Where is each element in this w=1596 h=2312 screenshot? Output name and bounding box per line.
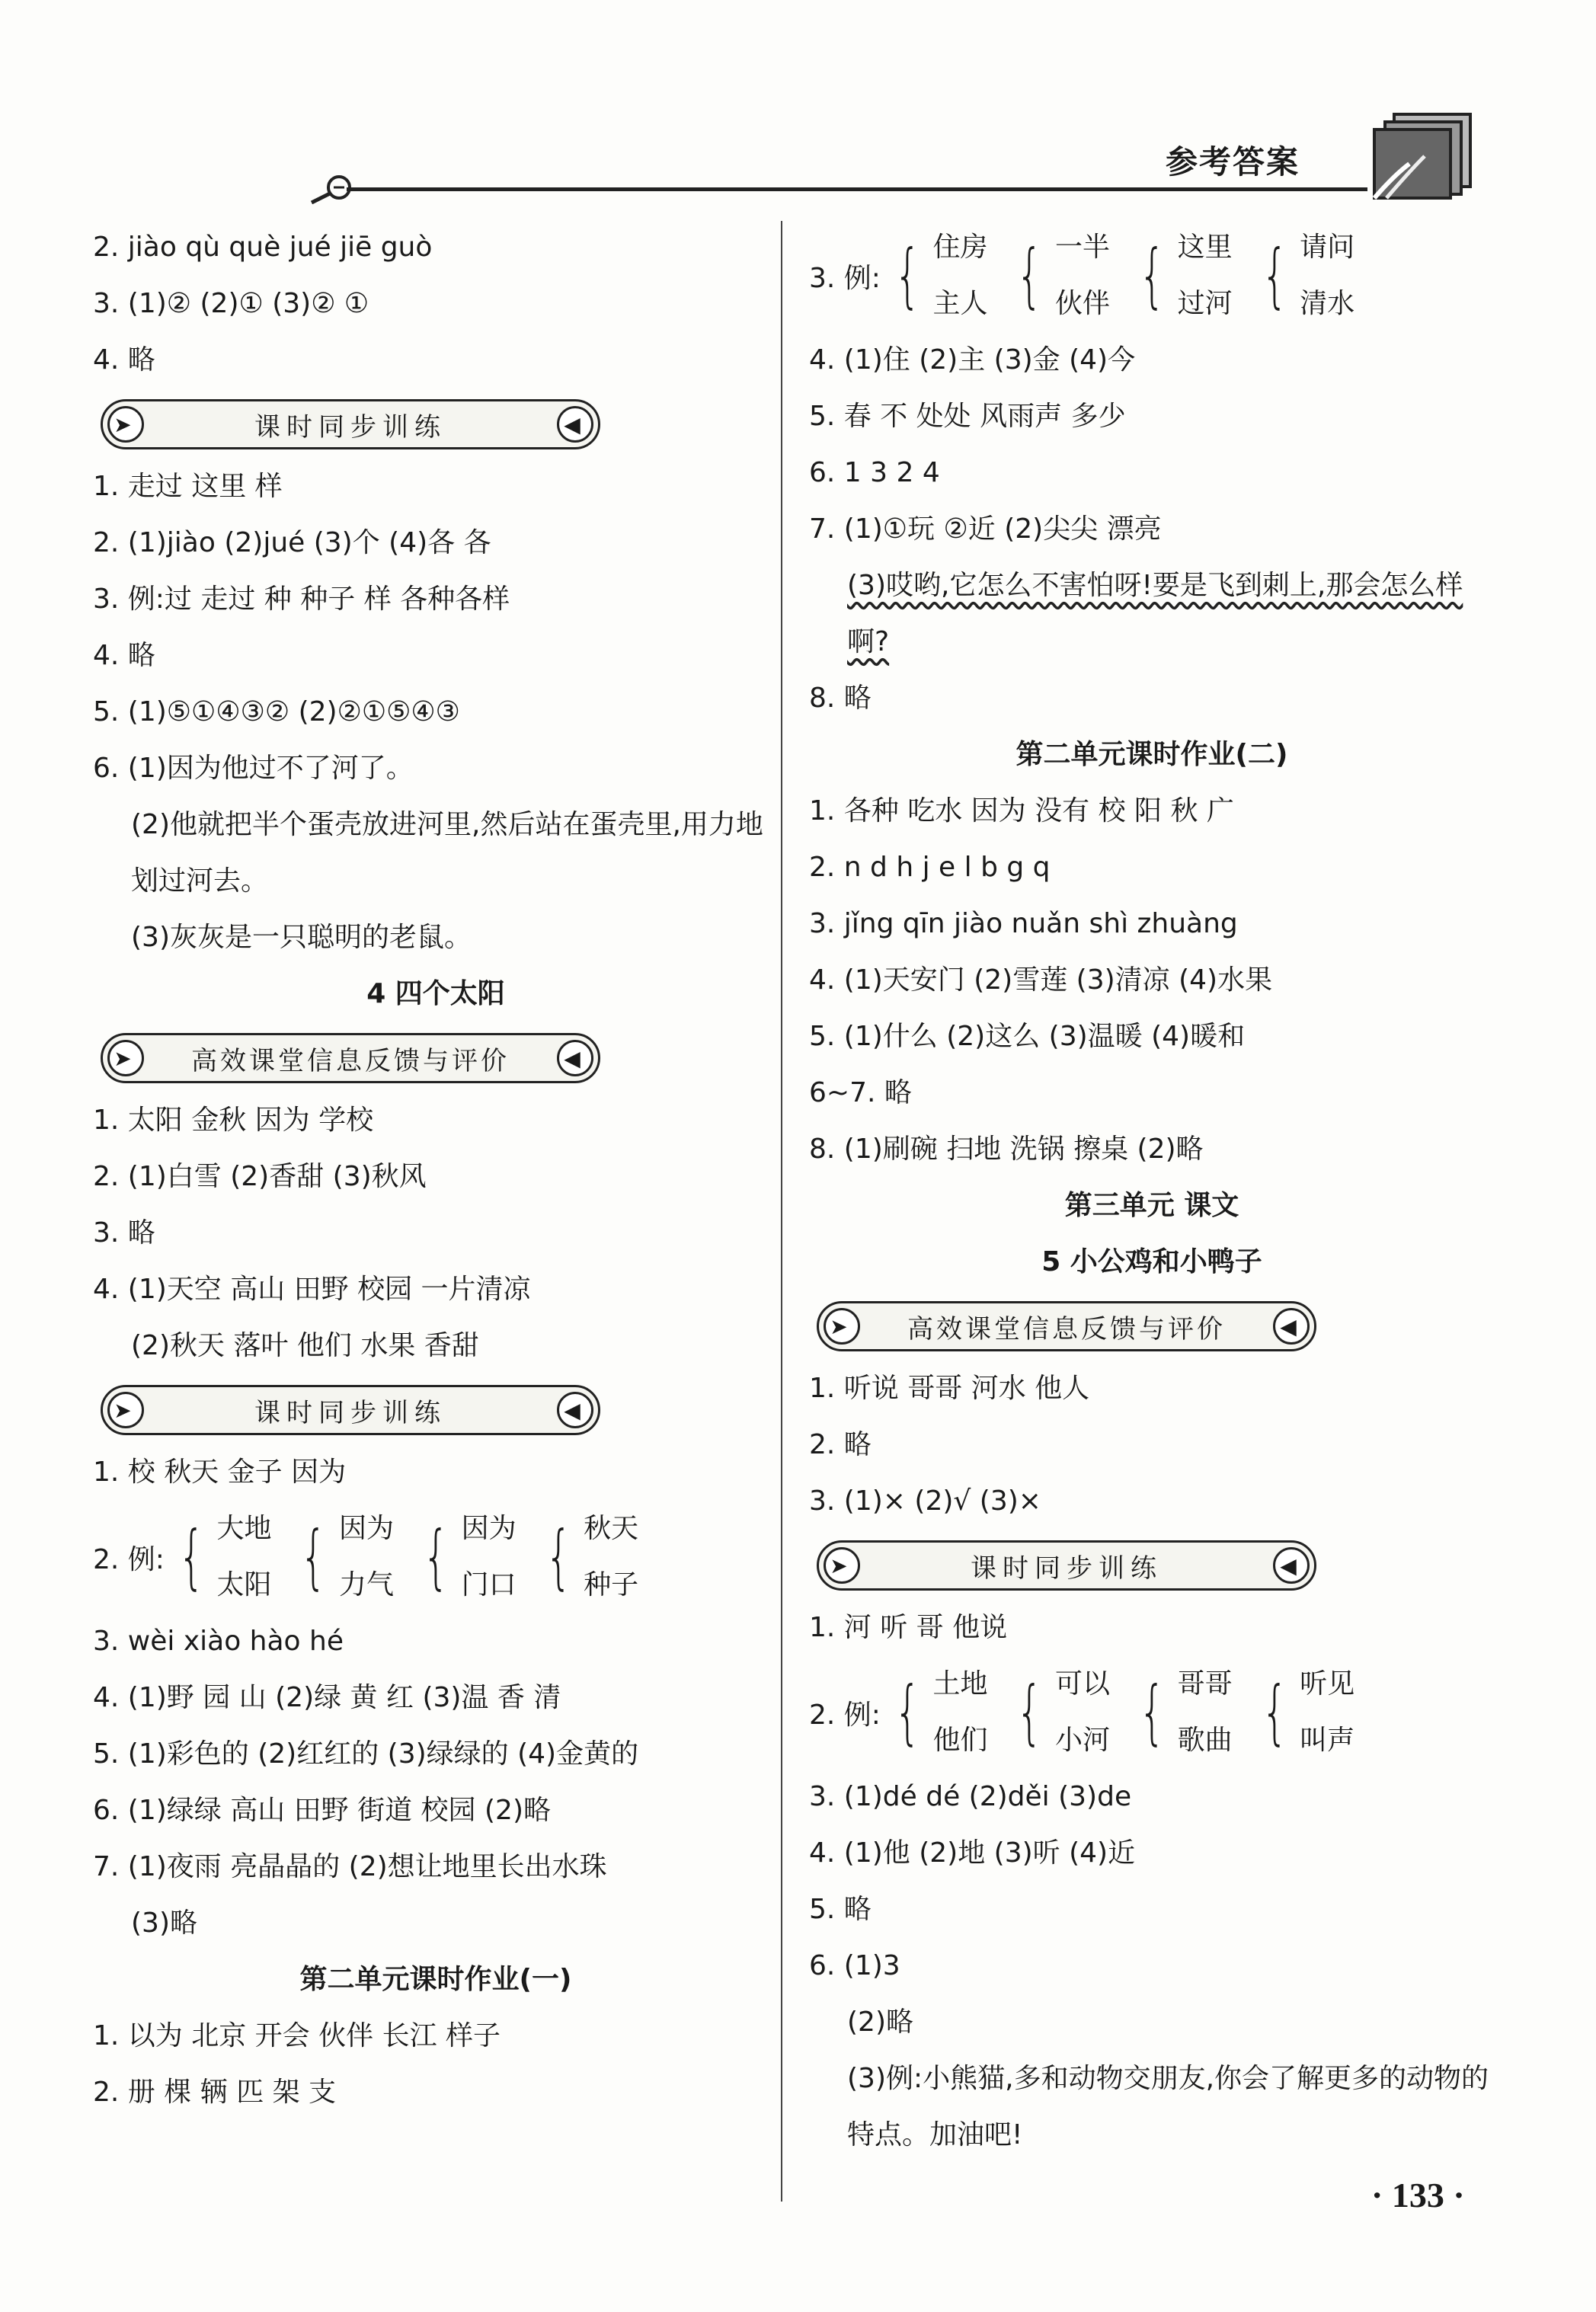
answer-label: 2. 例: bbox=[809, 1699, 881, 1731]
column-divider bbox=[781, 221, 782, 2202]
answer-line: 7. (1)①玩 ②近 (2)尖尖 漂亮 bbox=[809, 513, 1162, 545]
answer-line: 4. 略 bbox=[93, 640, 155, 671]
wavy-underlined-text: (3)哎哟,它怎么不害怕呀!要是飞到刺上,那会怎么样啊? bbox=[847, 570, 1463, 657]
pair-bottom: 小河 bbox=[1055, 1725, 1111, 1756]
answer-line: 6. (1)3 bbox=[809, 1950, 900, 1981]
answer-line: 4. (1)天安门 (2)雪莲 (3)清凉 (4)水果 bbox=[809, 964, 1273, 996]
answer-line: 3. (1)② (2)① (3)② ① bbox=[93, 288, 369, 319]
word-pair: { 可以 小河 bbox=[1007, 1656, 1110, 1769]
answer-line: 4. (1)天空 高山 田野 校园 一片清凉 bbox=[93, 1274, 531, 1305]
answer-line: 7. (1)夜雨 亮晶晶的 (2)想让地里长出水珠 bbox=[93, 1851, 607, 1882]
answer-line: (2)他就把半个蛋壳放进河里,然后站在蛋壳里,用力地划过河去。 bbox=[131, 809, 763, 897]
word-pair: { 因为 门口 bbox=[414, 1501, 517, 1613]
word-pair: { 大地 太阳 bbox=[169, 1501, 272, 1613]
answer-line: 2. jiào qù què jué jiē guò bbox=[93, 232, 433, 263]
left-arrow-icon: ◀ bbox=[557, 1392, 593, 1428]
pair-bottom: 他们 bbox=[932, 1725, 988, 1756]
section-banner bbox=[101, 1385, 600, 1435]
word-pair: { 秋天 种子 bbox=[536, 1501, 639, 1613]
answer-line: (3)例:小熊猫,多和动物交朋友,你会了解更多的动物的特点。加油吧! bbox=[847, 2063, 1489, 2151]
answer-line: 2. (1)白雪 (2)香甜 (3)秋风 bbox=[93, 1161, 427, 1192]
pair-bottom: 太阳 bbox=[216, 1569, 272, 1600]
pair-top: 土地 bbox=[932, 1668, 988, 1700]
answer-line: 3. wèi xiào hào hé bbox=[93, 1626, 344, 1657]
section-banner bbox=[817, 1301, 1316, 1351]
answer-line: 4. (1)野 园 山 (2)绿 黄 红 (3)温 香 清 bbox=[93, 1682, 561, 1713]
word-pair: { 住房 主人 bbox=[885, 219, 988, 332]
pair-top: 这里 bbox=[1177, 232, 1233, 263]
right-arrow-icon: ➤ bbox=[824, 1308, 860, 1345]
answer-line: 1. 走过 这里 样 bbox=[93, 471, 283, 502]
pair-bottom: 叫声 bbox=[1300, 1725, 1355, 1756]
pair-bottom: 力气 bbox=[339, 1569, 395, 1600]
section-banner bbox=[101, 1033, 600, 1083]
word-pair: { 这里 过河 bbox=[1130, 219, 1233, 332]
answer-line: 2. 略 bbox=[809, 1429, 872, 1460]
answer-line: 5. (1)什么 (2)这么 (3)温暖 (4)暖和 bbox=[809, 1021, 1246, 1052]
answer-line-wavy bbox=[809, 558, 1495, 670]
banner-label: 课时同步训练 bbox=[254, 1397, 446, 1428]
answer-line: 2. n d h j e l b g q bbox=[809, 852, 1051, 883]
word-pair: { 因为 力气 bbox=[291, 1501, 394, 1613]
answer-line: 1. 河 听 哥 他说 bbox=[809, 1612, 1008, 1643]
answer-line: 4. 略 bbox=[93, 344, 155, 376]
unit-title: 第二单元课时作业(一) bbox=[299, 1964, 572, 1995]
answer-line: 5. 春 不 处处 风雨声 多少 bbox=[809, 401, 1126, 432]
pair-top: 请问 bbox=[1300, 232, 1355, 263]
pair-top: 住房 bbox=[932, 232, 988, 263]
lesson-title: 4 四个太阳 bbox=[366, 978, 505, 1009]
word-pair: { 哥哥 歌曲 bbox=[1130, 1656, 1233, 1769]
banner-label: 高效课堂信息反馈与评价 bbox=[907, 1313, 1226, 1345]
answer-line: 3. 略 bbox=[93, 1217, 155, 1249]
banner-label: 课时同步训练 bbox=[971, 1553, 1163, 1584]
books-icon bbox=[1364, 103, 1478, 202]
pair-bottom: 清水 bbox=[1300, 288, 1355, 319]
answer-line: 1. 校 秋天 金子 因为 bbox=[93, 1457, 347, 1488]
answer-line: 5. 略 bbox=[809, 1894, 872, 1925]
word-pair: { 一半 伙伴 bbox=[1007, 219, 1110, 332]
answer-line: (3)略 bbox=[131, 1907, 197, 1939]
pair-top: 因为 bbox=[339, 1513, 395, 1544]
right-arrow-icon: ➤ bbox=[107, 1040, 144, 1076]
answer-line: 8. 略 bbox=[809, 683, 872, 714]
left-arrow-icon: ◀ bbox=[1273, 1308, 1310, 1345]
answer-line: 2. (1)jiào (2)jué (3)个 (4)各 各 bbox=[93, 527, 491, 558]
left-arrow-icon: ◀ bbox=[557, 406, 593, 443]
answer-line: (2)秋天 落叶 他们 水果 香甜 bbox=[131, 1330, 479, 1361]
answer-line: 4. (1)住 (2)主 (3)金 (4)今 bbox=[809, 344, 1136, 376]
left-arrow-icon: ◀ bbox=[557, 1040, 593, 1076]
answer-line: 4. (1)他 (2)地 (3)听 (4)近 bbox=[809, 1837, 1136, 1869]
answer-line: 8. (1)刷碗 扫地 洗锅 擦桌 (2)略 bbox=[809, 1134, 1204, 1165]
right-column bbox=[809, 219, 1495, 2163]
right-arrow-icon: ➤ bbox=[107, 1392, 144, 1428]
answer-label: 2. 例: bbox=[93, 1543, 165, 1575]
lesson-title: 5 小公鸡和小鸭子 bbox=[1041, 1246, 1262, 1278]
pair-top: 大地 bbox=[216, 1513, 272, 1544]
pair-top: 秋天 bbox=[584, 1513, 639, 1544]
pair-bottom: 过河 bbox=[1177, 288, 1233, 319]
answer-line: 6. (1)因为他过不了河了。 bbox=[93, 753, 414, 784]
answer-line: 3. 例:过 走过 种 种子 样 各种各样 bbox=[93, 584, 510, 615]
pair-bottom: 歌曲 bbox=[1177, 1725, 1233, 1756]
pair-bottom: 种子 bbox=[584, 1569, 639, 1600]
answer-line: 1. 各种 吃水 因为 没有 校 阳 秋 广 bbox=[809, 795, 1234, 827]
answer-line: 6. 1 3 2 4 bbox=[809, 457, 940, 488]
left-arrow-icon: ◀ bbox=[1273, 1547, 1310, 1584]
answer-line: 1. 太阳 金秋 因为 学校 bbox=[93, 1105, 374, 1136]
brace-answer bbox=[809, 219, 1495, 332]
answer-line: 1. 听说 哥哥 河水 他人 bbox=[809, 1373, 1090, 1404]
section-banner bbox=[817, 1540, 1316, 1591]
answer-line: 6~7. 略 bbox=[809, 1077, 912, 1108]
answer-line: 1. 以为 北京 开会 伙伴 长江 样子 bbox=[93, 2020, 501, 2051]
answer-line: 6. (1)绿绿 高山 田野 街道 校园 (2)略 bbox=[93, 1795, 551, 1826]
word-pair: { 土地 他们 bbox=[885, 1656, 988, 1769]
answer-label: 3. 例: bbox=[809, 262, 881, 294]
right-arrow-icon: ➤ bbox=[824, 1547, 860, 1584]
unit-title: 第三单元 课文 bbox=[1064, 1190, 1239, 1221]
unit-title: 第二单元课时作业(二) bbox=[1015, 739, 1288, 770]
word-pair: { 请问 清水 bbox=[1252, 219, 1355, 332]
answer-line: 3. (1)× (2)√ (3)× bbox=[809, 1485, 1041, 1517]
pair-bottom: 门口 bbox=[461, 1569, 517, 1600]
answer-line: 5. (1)⑤①④③② (2)②①⑤④③ bbox=[93, 696, 460, 727]
answer-line: (3)灰灰是一只聪明的老鼠。 bbox=[131, 922, 472, 953]
page-number: · 133 · bbox=[1371, 2176, 1465, 2214]
header-rule bbox=[347, 187, 1367, 191]
left-column bbox=[93, 219, 779, 2121]
banner-label: 课时同步训练 bbox=[254, 411, 446, 443]
right-arrow-icon: ➤ bbox=[107, 406, 144, 443]
answer-line: 5. (1)彩色的 (2)红红的 (3)绿绿的 (4)金黄的 bbox=[93, 1738, 639, 1770]
answer-line: 3. jǐng qīn jiào nuǎn shì zhuàng bbox=[809, 908, 1238, 939]
pair-bottom: 伙伴 bbox=[1055, 288, 1111, 319]
pair-top: 可以 bbox=[1055, 1668, 1111, 1700]
section-banner bbox=[101, 399, 600, 449]
brace-answer bbox=[809, 1656, 1495, 1769]
word-pair: { 听见 叫声 bbox=[1252, 1656, 1355, 1769]
pair-bottom: 主人 bbox=[932, 288, 988, 319]
pair-top: 因为 bbox=[461, 1513, 517, 1544]
pair-top: 听见 bbox=[1300, 1668, 1355, 1700]
answer-line: 3. (1)dé dé (2)děi (3)de bbox=[809, 1781, 1132, 1812]
pair-top: 哥哥 bbox=[1177, 1668, 1233, 1700]
answer-line: (2)略 bbox=[847, 2007, 913, 2038]
banner-label: 高效课堂信息反馈与评价 bbox=[191, 1045, 510, 1076]
brace-answer bbox=[93, 1501, 779, 1613]
answer-line: 2. 册 棵 辆 匹 架 支 bbox=[93, 2077, 337, 2108]
pair-top: 一半 bbox=[1055, 232, 1111, 263]
header-title: 参考答案 bbox=[1166, 143, 1300, 181]
